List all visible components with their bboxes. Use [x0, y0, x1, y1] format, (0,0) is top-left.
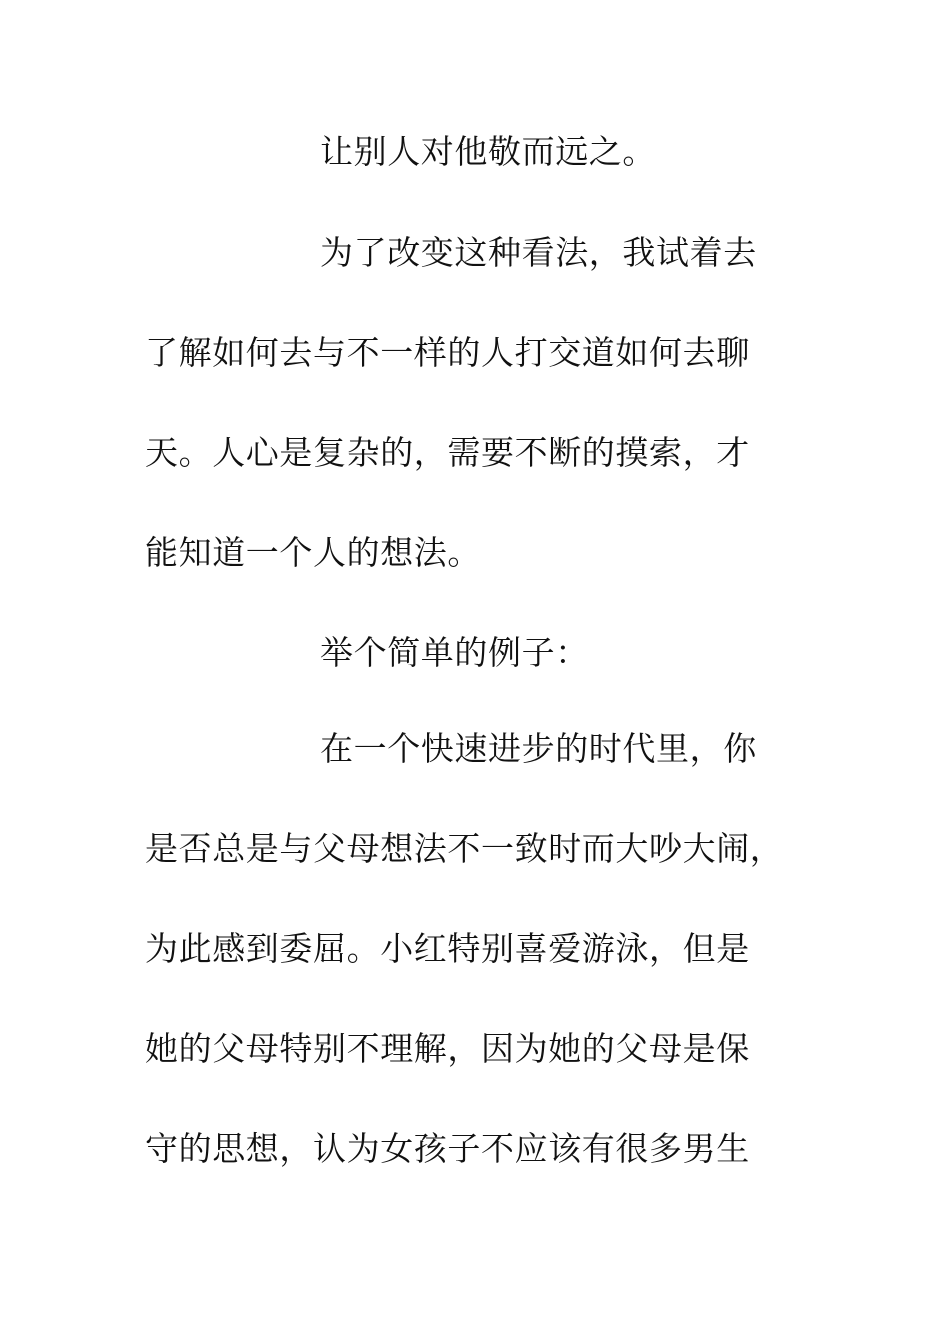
text-line-8: 是否总是与父母想法不一致时而大吵大闹， [145, 829, 784, 868]
text-line-10: 她的父母特别不理解，因为她的父母是保 [145, 1029, 750, 1068]
text-line-7: 在一个快速进步的时代里，你 [320, 729, 757, 768]
text-line-3: 了解如何去与不一样的人打交道如何去聊 [145, 333, 750, 372]
text-line-5: 能知道一个人的想法。 [145, 533, 481, 572]
text-line-2: 为了改变这种看法，我试着去 [320, 233, 757, 272]
text-line-11: 守的思想，认为女孩子不应该有很多男生 [145, 1129, 750, 1168]
text-line-1: 让别人对他敬而远之。 [320, 132, 656, 171]
text-line-9: 为此感到委屈。小红特别喜爱游泳，但是 [145, 929, 750, 968]
text-line-6: 举个简单的例子： [320, 633, 589, 672]
text-line-4: 天。人心是复杂的，需要不断的摸索，才 [145, 433, 750, 472]
